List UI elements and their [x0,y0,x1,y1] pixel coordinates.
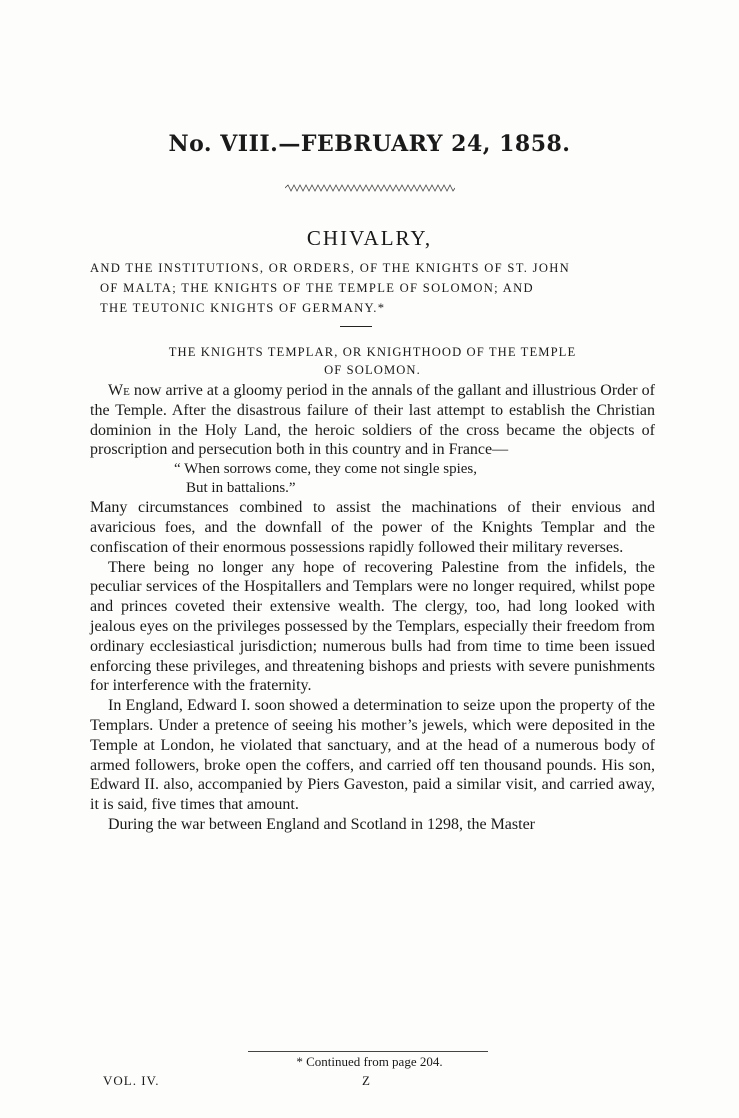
issue-heading: No. VIII.—FEBRUARY 24, 1858. [168,131,571,157]
article-title: CHIVALRY, [306,226,433,250]
verse-quote [174,460,655,498]
subtitle-line: OF MALTA; THE KNIGHTS OF THE TEMPLE OF SOLOMON; AND [100,281,534,295]
paragraph [90,381,655,460]
signature-mark: Z [362,1073,370,1088]
wavy-ornament [285,183,455,193]
footnote-rule [248,1051,488,1052]
paragraph: Many circumstances combined to assist the machinations of their envious and avaricious foes, and the downfall of the power of the Knights Templar and the confiscation of their enormous possessions rapidly followed their military reverses. [90,499,655,556]
subtitle-line: AND THE INSTITUTIONS, OR ORDERS, OF THE KNIGHTS OF ST. JOHN [90,261,571,275]
article-body [90,381,655,835]
quote-line: But in battalions.” [186,480,296,497]
section-heading-line: THE KNIGHTS TEMPLAR, OR KNIGHTHOOD OF THE TEMPLE [168,345,577,359]
section-divider [340,326,372,327]
volume-mark: VOL. IV. [103,1073,160,1088]
paragraph-initial: We [108,382,130,399]
subtitle-line: THE TEUTONIC KNIGHTS OF GERMANY.* [100,301,386,315]
section-heading [90,343,655,379]
paragraph-text: now arrive at a gloomy period in the annals of the gallant and illustrious Order of the Temple. After the disastrous failure of their last attempt to establish the Christian dominion in the Holy Land, the heroic soldiers of the cross became the objects of proscription and persecution both in this country and in France— [90,382,655,459]
paragraph: During the war between England and Scotland in 1298, the Master [108,815,535,833]
article-subtitle [90,258,655,318]
quote-line: “ When sorrows come, they come not single spies, [174,461,477,478]
paragraph: In England, Edward I. soon showed a determination to seize upon the property of the Templars. Under a pretence of seeing his mother’s jewels, which were deposited in the Temple at London, he violated that sanctuary, and at the head of a numerous body of armed followers, broke open the coffers, and carried off ten thousand pounds. His son, Edward II. also, accompanied by Piers Gaveston, paid a similar visit, and carried away, it is said, five times that amount. [90,697,655,814]
section-heading-line: OF SOLOMON. [324,363,421,377]
paragraph: There being no longer any hope of recovering Palestine from the infidels, the peculiar services of the Hospitallers and Templars were no longer required, whilst pope and princes coveted their extensive wealth. The clergy, too, had long looked with jealous eyes on the privileges possessed by the Templars, especially their freedom from ordinary ecclesiastical jurisdiction; numerous bulls had from time to time been issued enforcing these privileges, and threatening bishops and priests with severe punishments for interference with the fraternity. [90,558,655,695]
footnote: * Continued from page 204. [296,1054,443,1069]
